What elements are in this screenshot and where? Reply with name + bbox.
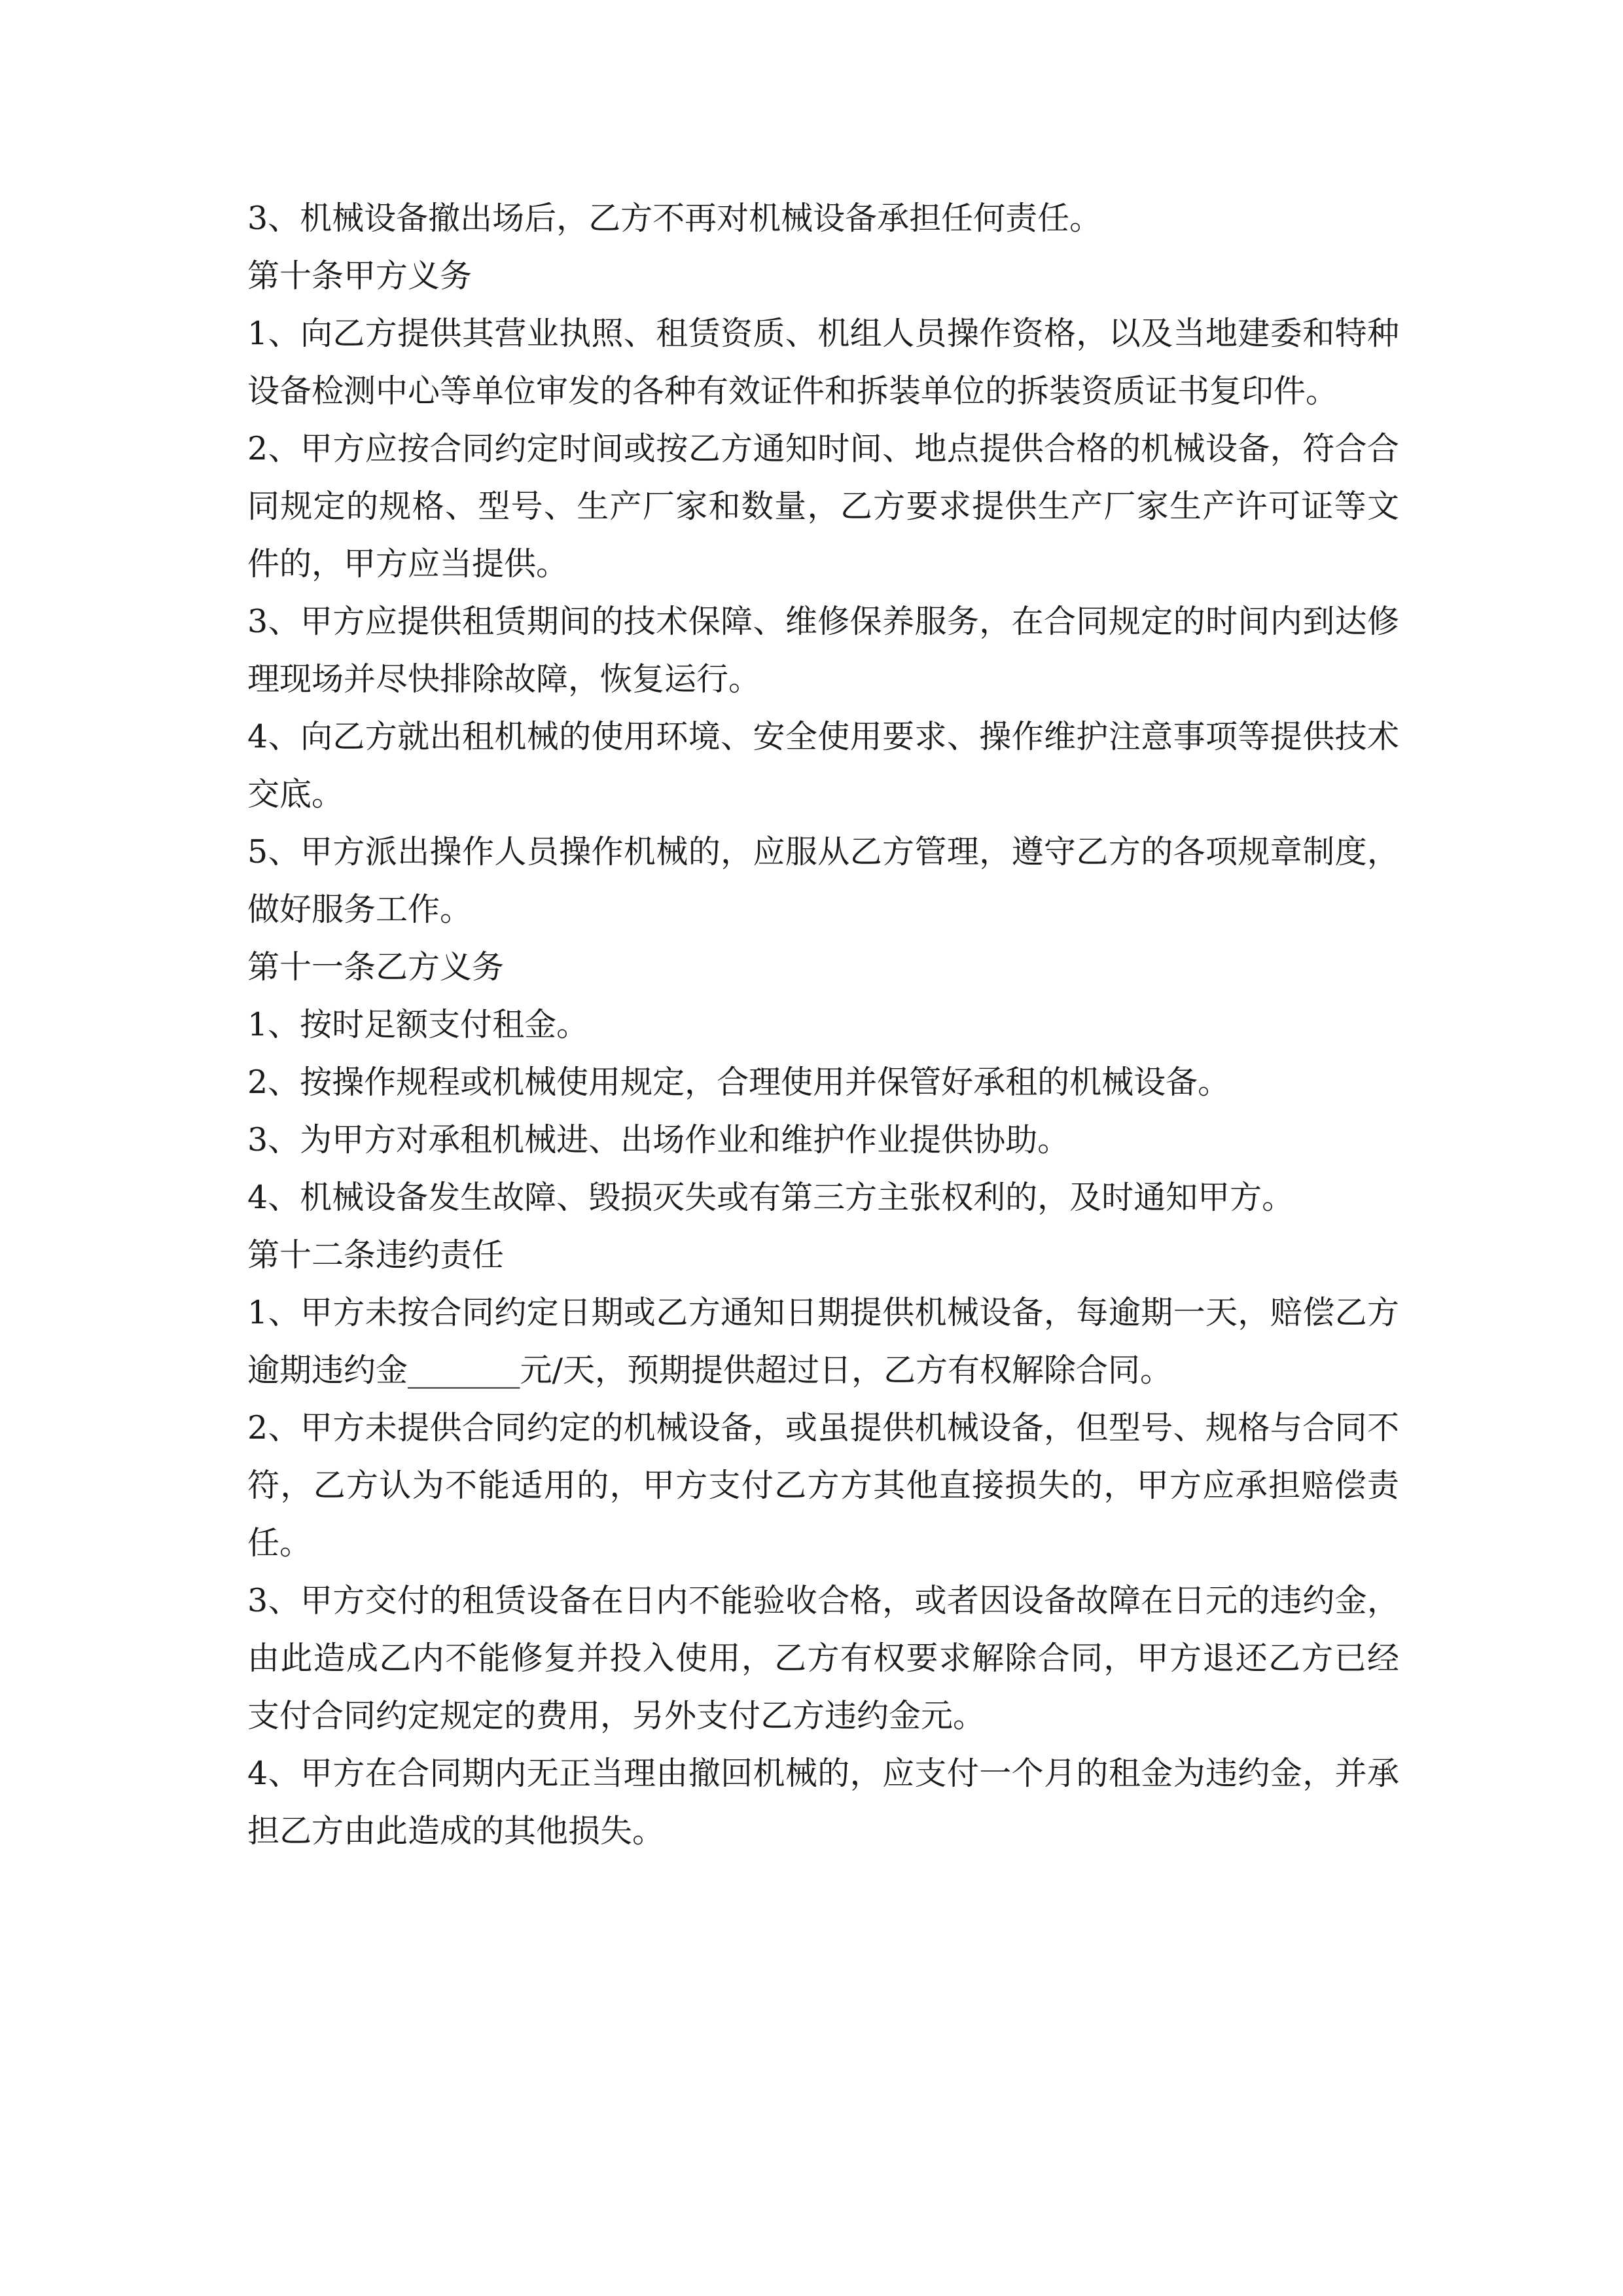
paragraph: 2、甲方未提供合同约定的机械设备，或虽提供机械设备，但型号、规格与合同不符，乙方认为不能适用的，甲方支付乙方方其他直接损失的，甲方应承担赔偿责任。	[247, 1409, 1399, 1562]
paragraph: 3、甲方交付的租赁设备在日内不能验收合格，或者因设备故障在日元的违约金，由此造成乙内不能修复并投入使用，乙方有权要求解除合同，甲方退还乙方已经支付合同约定规定的费用，另外支付乙方违约金元。	[247, 1582, 1399, 1734]
paragraph: 4、机械设备发生故障、毁损灭失或有第三方主张权利的，及时通知甲方。	[247, 1179, 1294, 1216]
paragraph: 1、甲方未按合同约定日期或乙方通知日期提供机械设备，每逾期一天，赔偿乙方逾期违约金_______元/天，预期提供超过日，乙方有权解除合同。	[247, 1294, 1399, 1389]
paragraph: 3、甲方应提供租赁期间的技术保障、维修保养服务，在合同规定的时间内到达修理现场并尽快排除故障，恢复运行。	[247, 603, 1399, 698]
paragraph: 1、按时足额支付租金。	[247, 1006, 589, 1043]
paragraph: 1、向乙方提供其营业执照、租赁资质、机组人员操作资格，以及当地建委和特种设备检测中心等单位审发的各种有效证件和拆装单位的拆装资质证书复印件。	[247, 315, 1399, 410]
paragraph: 2、按操作规程或机械使用规定，合理使用并保管好承租的机械设备。	[247, 1064, 1230, 1101]
paragraph: 5、甲方派出操作人员操作机械的，应服从乙方管理，遵守乙方的各项规章制度，做好服务工作。	[247, 833, 1399, 928]
paragraph: 4、甲方在合同期内无正当理由撤回机械的，应支付一个月的租金为违约金，并承担乙方由此造成的其他损失。	[247, 1755, 1399, 1850]
document-page	[247, 190, 1399, 1860]
paragraph: 3、机械设备撤出场后，乙方不再对机械设备承担任何责任。	[247, 200, 1102, 237]
paragraph: 3、为甲方对承租机械进、出场作业和维护作业提供协助。	[247, 1121, 1070, 1158]
section-heading: 第十一条乙方义务	[247, 948, 505, 986]
section-heading: 第十二条违约责任	[247, 1236, 505, 1274]
paragraph: 4、向乙方就出租机械的使用环境、安全使用要求、操作维护注意事项等提供技术交底。	[247, 718, 1399, 813]
section-heading: 第十条甲方义务	[247, 257, 473, 295]
paragraph: 2、甲方应按合同约定时间或按乙方通知时间、地点提供合格的机械设备，符合合同规定的规格、型号、生产厂家和数量，乙方要求提供生产厂家生产许可证等文件的，甲方应当提供。	[247, 430, 1399, 583]
